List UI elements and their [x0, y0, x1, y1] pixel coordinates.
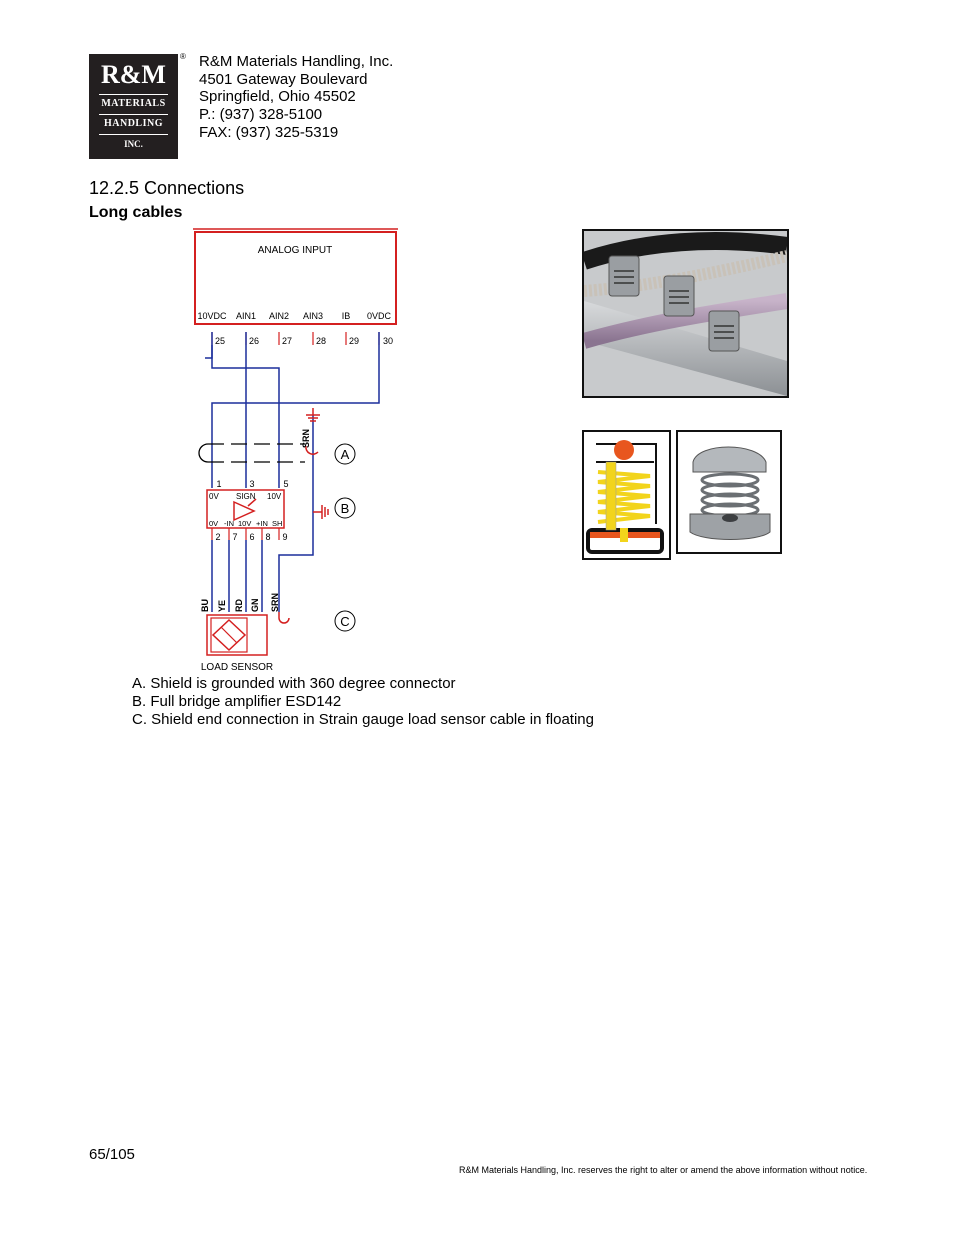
address-city: Springfield, Ohio 45502 [199, 88, 356, 105]
terminal-30: 30 [382, 336, 394, 346]
logo-line-materials: MATERIALS [101, 98, 166, 109]
amplifier-triangle-icon [234, 499, 256, 520]
registered-mark: ® [180, 52, 186, 61]
note-c: C. Shield end connection in Strain gauge load sensor cable in floating [132, 711, 594, 728]
load-sensor-label: LOAD SENSOR [200, 662, 274, 673]
page-number: 65/105 [89, 1146, 135, 1163]
company-logo [89, 54, 178, 159]
shield-end-floating [279, 612, 289, 623]
load-sensor-box [207, 615, 267, 655]
amp-terminal-1: 1 [216, 479, 222, 489]
input-label-ain2: AIN2 [268, 311, 290, 321]
section-subheading: Long cables [89, 204, 183, 221]
logo-rule [99, 94, 168, 95]
amp-label-10v: 10V [267, 492, 282, 501]
wiring-diagram [190, 225, 420, 680]
input-label-ain1: AIN1 [235, 311, 257, 321]
wire-label-ye: YE [217, 599, 227, 612]
logo-line-inc: INC. [124, 139, 143, 149]
terminal-27: 27 [281, 336, 293, 346]
blue-wiring [205, 332, 379, 612]
amp-label-bottom-10v: 10V [238, 519, 252, 528]
callout-a [335, 444, 355, 464]
amp-label-0v: 0V [209, 492, 219, 501]
callout-b-label: B [340, 501, 350, 516]
footer-disclaimer: R&M Materials Handling, Inc. reserves the right to alter or amend the above information without notice. [459, 1165, 868, 1175]
analog-input-title: ANALOG INPUT [257, 245, 333, 256]
section-heading: 12.2.5 Connections [89, 178, 245, 198]
callout-c [335, 611, 355, 631]
input-label-0vdc: 0VDC [366, 311, 392, 321]
callout-c-label: C [340, 614, 350, 629]
single-clamp-illustration [678, 432, 780, 552]
terminal-26: 26 [248, 336, 260, 346]
callout-b [335, 498, 355, 518]
logo-line-handling: HANDLING [103, 118, 163, 129]
clamp-spring-illustration [584, 432, 669, 558]
wire-label-rd: RD [234, 599, 244, 612]
amp-terminal-5: 5 [283, 479, 289, 489]
logo-rule [99, 114, 168, 115]
callout-a-label: A [340, 447, 350, 462]
note-a: A. Shield is grounded with 360 degree connector [132, 675, 456, 692]
wire-label-gn: GN [250, 598, 260, 612]
address-company: R&M Materials Handling, Inc. [199, 53, 394, 70]
address-street: 4501 Gateway Boulevard [199, 71, 368, 88]
photo-clamp-diagram [582, 430, 671, 560]
amp-terminal-9: 9 [282, 532, 288, 542]
amp-label-bottom-0v: 0V [209, 519, 219, 528]
logo-brand: R&M [101, 60, 166, 89]
wire-label-bu: BU [200, 599, 210, 612]
amp-label-sh: SH [272, 519, 283, 528]
terminal-28: 28 [315, 336, 327, 346]
wire-label-srn: SRN [270, 592, 280, 612]
note-b: B. Full bridge amplifier ESD142 [132, 693, 342, 710]
terminal-29: 29 [348, 336, 360, 346]
ground-icon [313, 505, 328, 519]
shield-label-top: SRN [301, 428, 311, 448]
input-label-ib: IB [341, 311, 351, 321]
input-label-10vdc: 10VDC [197, 311, 227, 321]
address-phone: P.: (937) 328-5100 [199, 106, 323, 123]
photo-single-clamp [676, 430, 782, 554]
terminal-25: 25 [214, 336, 226, 346]
logo-rule [99, 134, 168, 135]
input-label-ain3: AIN3 [302, 311, 324, 321]
amp-terminal-8: 8 [265, 532, 271, 542]
amp-terminal-7: 7 [232, 532, 238, 542]
photo-cable-clamps [582, 229, 789, 398]
amp-terminal-6: 6 [249, 532, 255, 542]
amp-label-sign: SIGN [236, 492, 256, 501]
amp-label-minus-in: -IN [224, 519, 234, 528]
amp-terminal-3: 3 [249, 479, 255, 489]
cable-clamps-illustration [584, 231, 787, 396]
amp-terminal-2: 2 [215, 532, 221, 542]
address-fax: FAX: (937) 325-5319 [199, 124, 339, 141]
amp-label-plus-in: +IN [256, 519, 268, 528]
